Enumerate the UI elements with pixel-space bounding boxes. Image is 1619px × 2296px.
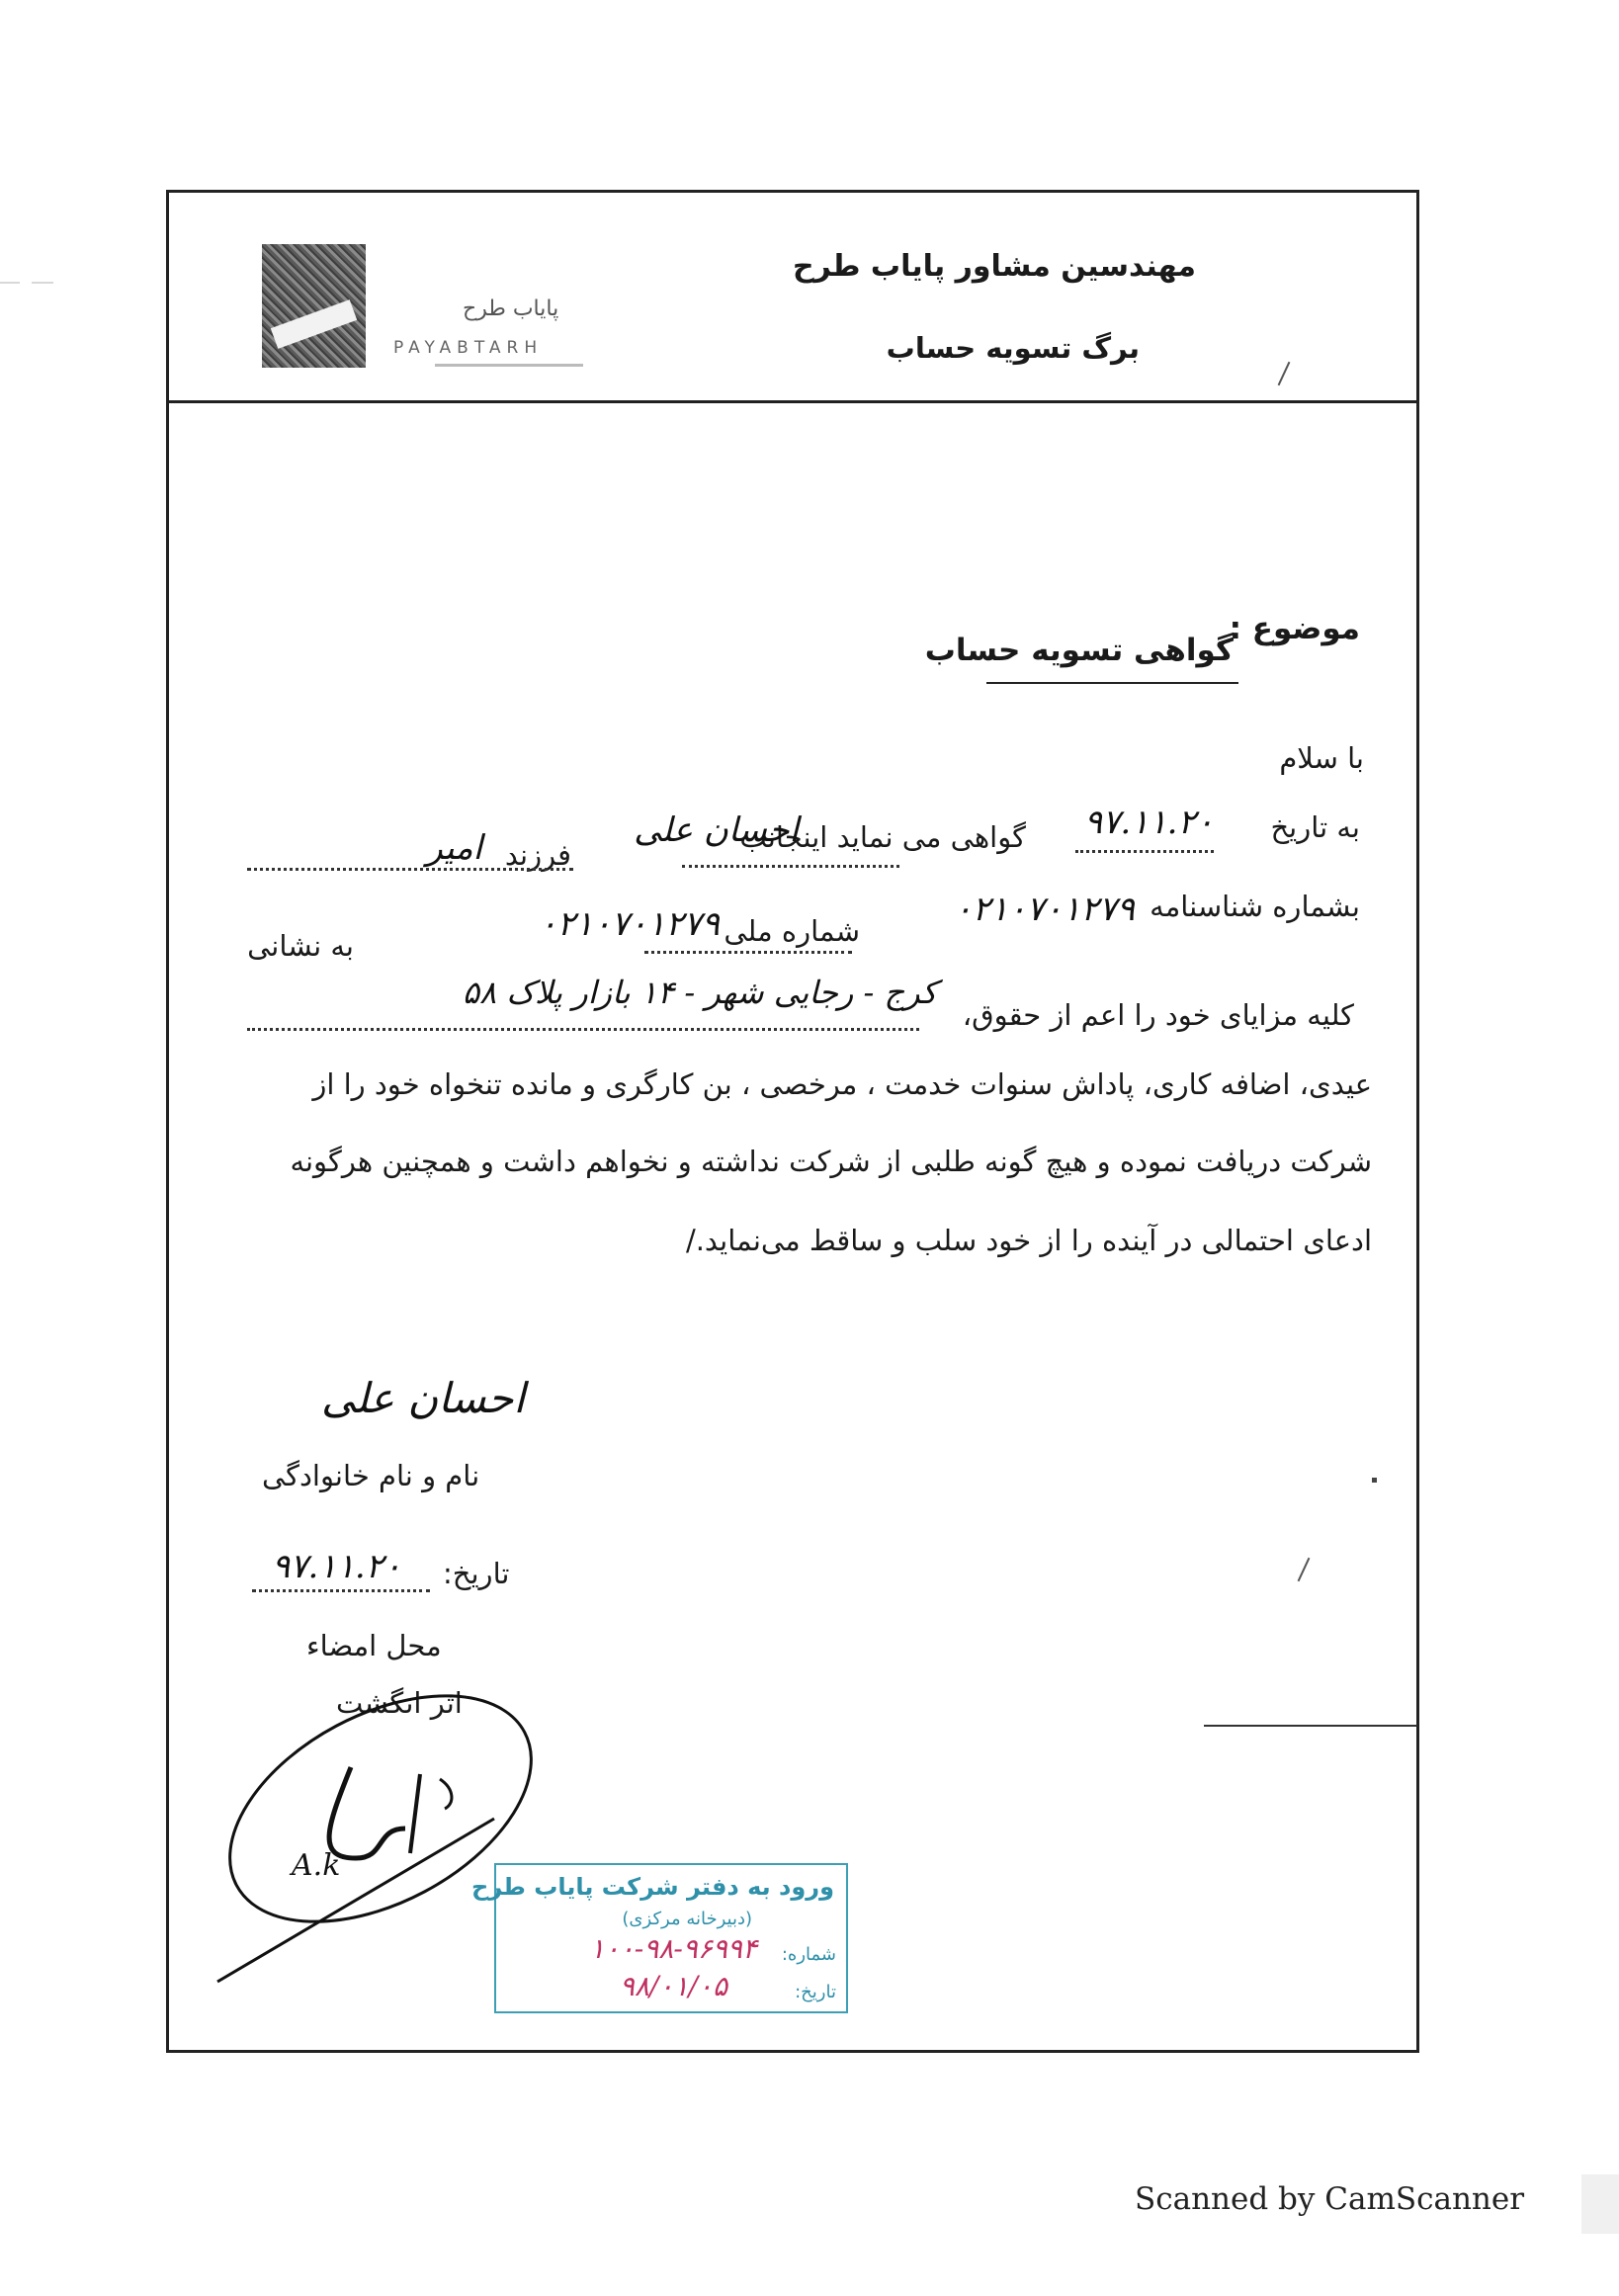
father-dots: [247, 868, 573, 871]
stamp-date-label: تاریخ:: [795, 1982, 836, 2002]
fingerprint-label: اثر انگشت: [336, 1686, 463, 1720]
national-label: شماره ملی: [724, 914, 860, 948]
address-label: به نشانی: [247, 929, 354, 963]
certify-text: گواهی می نماید اینجانب: [739, 820, 1026, 854]
scan-dot: [1372, 1478, 1377, 1483]
stamp-number-value: ۱۰۰-۹۸-۹۶۹۹۴: [589, 1932, 757, 1965]
logo-text-en: PAYABTARH: [393, 338, 544, 358]
company-logo-icon: [262, 244, 366, 368]
handwritten-name: احسان علی: [634, 810, 799, 850]
scanner-watermark: Scanned by CamScanner: [1135, 2181, 1525, 2217]
handwritten-id: ۰۲۱۰۷۰۱۲۷۹: [954, 890, 1135, 929]
body-line-5: شرکت دریافت نموده و هیچ گونه طلبی از شرکت نداشته و نخواهم داشت و همچنین هرگونه: [290, 1145, 1372, 1178]
sig-date-dots: [252, 1589, 430, 1592]
greeting: با سلام: [1279, 741, 1364, 775]
scan-speck: [32, 282, 53, 284]
date-label: تاریخ:: [443, 1557, 510, 1590]
handwritten-father: امیر: [426, 828, 482, 868]
logo-underline: [435, 364, 583, 367]
address-dots: [247, 1028, 919, 1031]
body-line-6: ادعای احتمالی در آینده را از خود سلب و ساقط می‌نماید./: [685, 1224, 1372, 1257]
company-name: مهندسین مشاور پایاب طرح: [792, 249, 1196, 284]
margin-line: [1204, 1725, 1417, 1727]
body-line-4: عیدی، اضافه کاری، پاداش سنوات خدمت ، مرخصی ، بن کارگری و مانده تنخواه خود را از: [312, 1067, 1372, 1101]
stamp-title: ورود به دفتر شرکت پایاب طرح: [471, 1873, 834, 1901]
sign-place-label: محل امضاء: [306, 1629, 442, 1662]
subject-value: گواهی تسویه حساب: [924, 633, 1234, 668]
stamp-number-label: شماره:: [781, 1944, 836, 1965]
stamp-date-value: ۹۸/۰۱/۰۵: [619, 1970, 727, 2002]
benefits-text: کلیه مزایای خود را اعم از حقوق،: [962, 998, 1354, 1032]
logo-text-fa: پایاب طرح: [463, 297, 559, 321]
date-dots: [1075, 850, 1214, 853]
date-prefix: به تاریخ: [1270, 810, 1360, 844]
name-dots: [682, 865, 899, 868]
subject-underline: [986, 682, 1238, 684]
handwritten-address: کرج - رجایی شهر - ۱۴ بازار پلاک ۵۸: [462, 974, 937, 1011]
header-divider: [166, 400, 1419, 403]
registry-stamp: [471, 1863, 848, 2013]
stamp-subtitle: (دبیرخانه مرکزی): [622, 1909, 752, 1929]
subject-label: موضوع :: [1229, 611, 1360, 646]
handwritten-signed-name: احسان علی: [321, 1374, 526, 1422]
id-label: بشماره شناسنامه: [1150, 890, 1360, 923]
scan-speck: [0, 282, 20, 284]
national-dots: [644, 951, 852, 954]
handwritten-date: ۹۷.۱۱.۲۰: [1083, 803, 1214, 842]
signature-initials: A.k: [292, 1848, 341, 1883]
scan-speck: [1581, 2174, 1619, 2234]
handwritten-sig-date: ۹۷.۱۱.۲۰: [272, 1547, 402, 1586]
name-label: نام و نام خانوادگی: [262, 1459, 480, 1492]
handwritten-national: ۰۲۱۰۷۰۱۲۷۹: [539, 904, 720, 944]
form-title: برگ تسویه حساب: [886, 331, 1140, 365]
child-of-label: فرزند: [504, 838, 571, 872]
